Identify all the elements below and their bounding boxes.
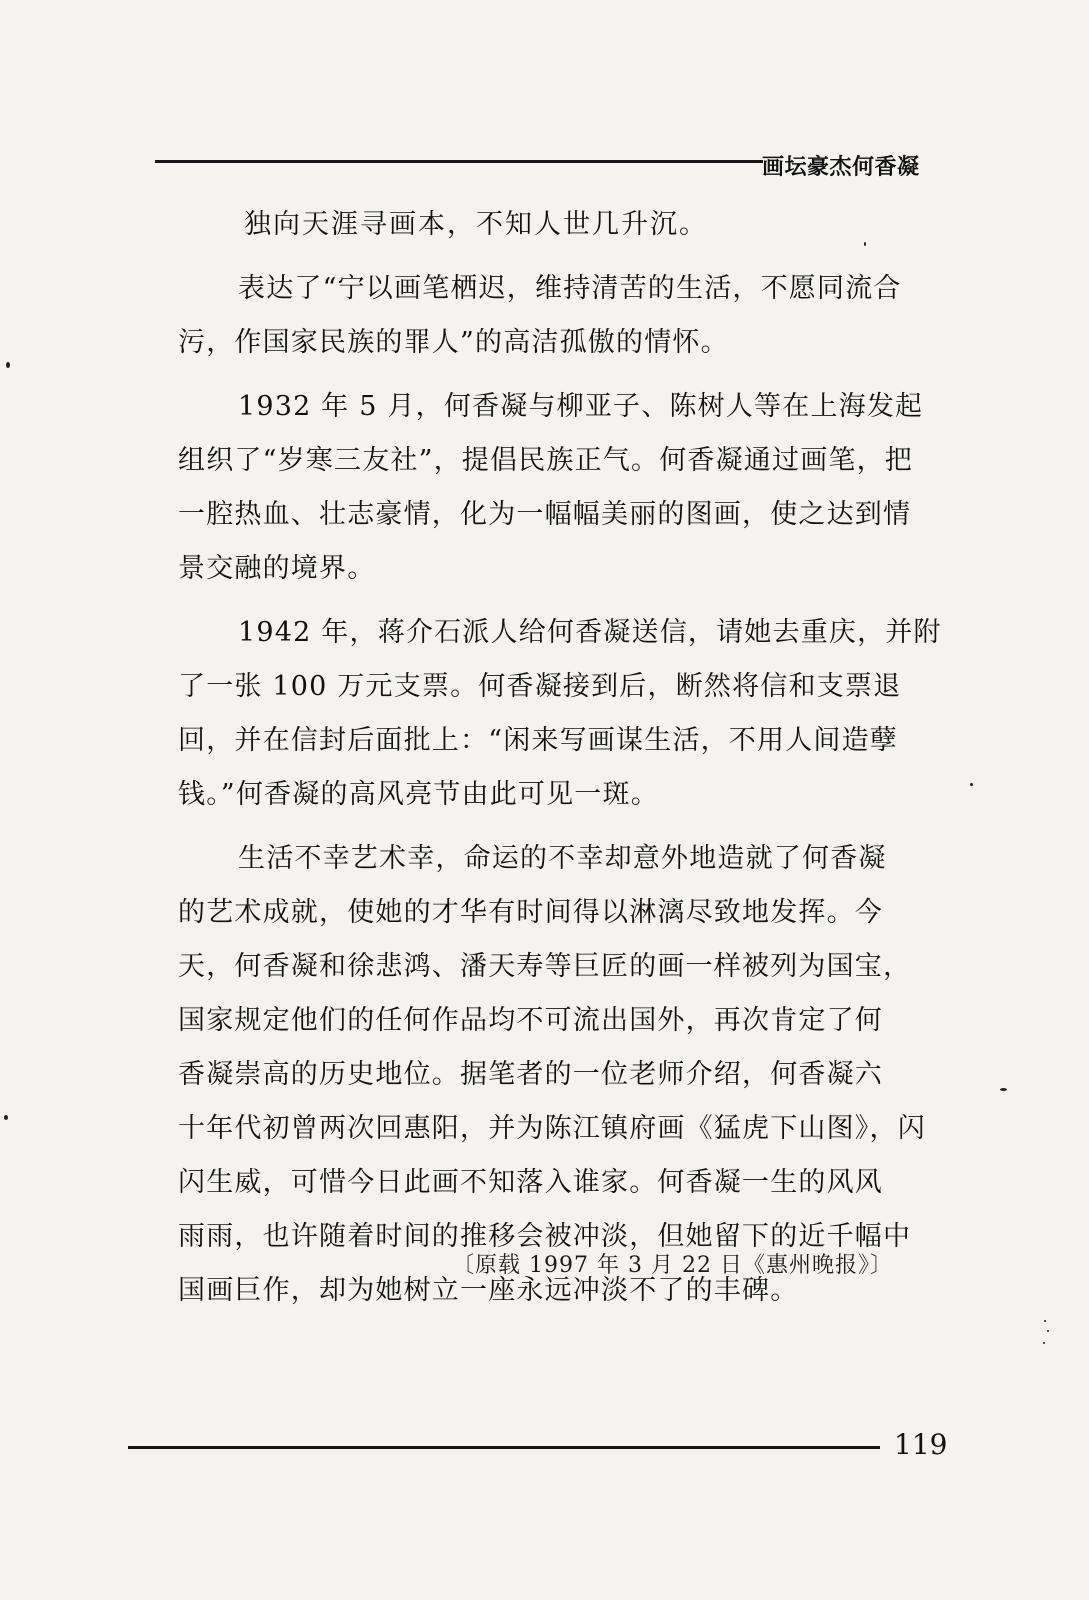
- scan-speck: [1000, 1088, 1007, 1091]
- scan-speck: [4, 1115, 8, 1120]
- paragraph-line: 生活不幸艺术幸，命运的不幸却意外地造就了何香凝: [238, 843, 887, 874]
- paragraph-line: 1942 年，蒋介石派人给何香凝送信，请她去重庆，并附: [238, 617, 942, 648]
- scan-speck: [1047, 1330, 1049, 1332]
- paragraph-line: 天，何香凝和徐悲鸿、潘天寿等巨匠的画一样被列为国宝，: [178, 951, 912, 982]
- paragraph-line: 雨雨，也许随着时间的推移会被冲淡，但她留下的近千幅中: [178, 1221, 912, 1252]
- paragraph-line: 污，作国家民族的罪人”的高洁孤傲的情怀。: [178, 327, 729, 358]
- source-citation: 〔原载 1997 年 3 月 22 日《惠州晚报》〕: [452, 1253, 893, 1278]
- paragraph-line: 景交融的境界。: [178, 553, 376, 584]
- paragraph-line: 十年代初曾两次回惠阳，并为陈江镇府画《猛虎下山图》，闪: [178, 1113, 926, 1144]
- paragraph-line: 国画巨作，却为她树立一座永远冲淡不了的丰碑。: [178, 1275, 799, 1306]
- paragraph-line: 的艺术成就，使她的才华有时间得以淋漓尽致地发挥。今: [178, 897, 883, 928]
- paragraph-line: 钱。”何香凝的高风亮节由此可见一斑。: [178, 779, 659, 810]
- paragraph-line: 组织了“岁寒三友社”，提倡民族正气。何香凝通过画笔，把: [178, 445, 914, 476]
- paragraph-line: 了一张 100 万元支票。何香凝接到后，断然将信和支票退: [178, 671, 902, 702]
- paragraph-line: 国家规定他们的任何作品均不可流出国外，再次肯定了何: [178, 1005, 883, 1036]
- scan-speck: [970, 783, 973, 786]
- header-rule: [155, 160, 763, 163]
- paragraph-line: 香凝崇高的历史地位。据笔者的一位老师介绍，何香凝六: [178, 1059, 883, 1090]
- scan-speck: [1043, 1342, 1045, 1344]
- paragraph-line: 一腔热血、壮志豪情，化为一幅幅美丽的图画，使之达到情: [178, 499, 912, 530]
- paragraph-line: 闪生威，可惜今日此画不知落入谁家。何香凝一生的风风: [178, 1167, 883, 1198]
- scan-speck: [1044, 1320, 1046, 1322]
- verse-line: 独向天涯寻画本，不知人世几升沉。: [244, 209, 708, 240]
- paragraph-line: 1932 年 5 月，何香凝与柳亚子、陈树人等在上海发起: [238, 391, 924, 422]
- paragraph-line: 表达了“宁以画笔栖迟，维持清苦的生活，不愿同流合: [238, 273, 902, 304]
- footer-rule: [128, 1446, 880, 1449]
- page-number: 119: [894, 1428, 948, 1461]
- body-text: [178, 198, 942, 1318]
- scan-speck: [6, 362, 10, 368]
- running-header-title: 画坛豪杰何香凝: [762, 155, 920, 180]
- paragraph-line: 回，并在信封后面批上：“闲来写画谋生活，不用人间造孽: [178, 725, 899, 756]
